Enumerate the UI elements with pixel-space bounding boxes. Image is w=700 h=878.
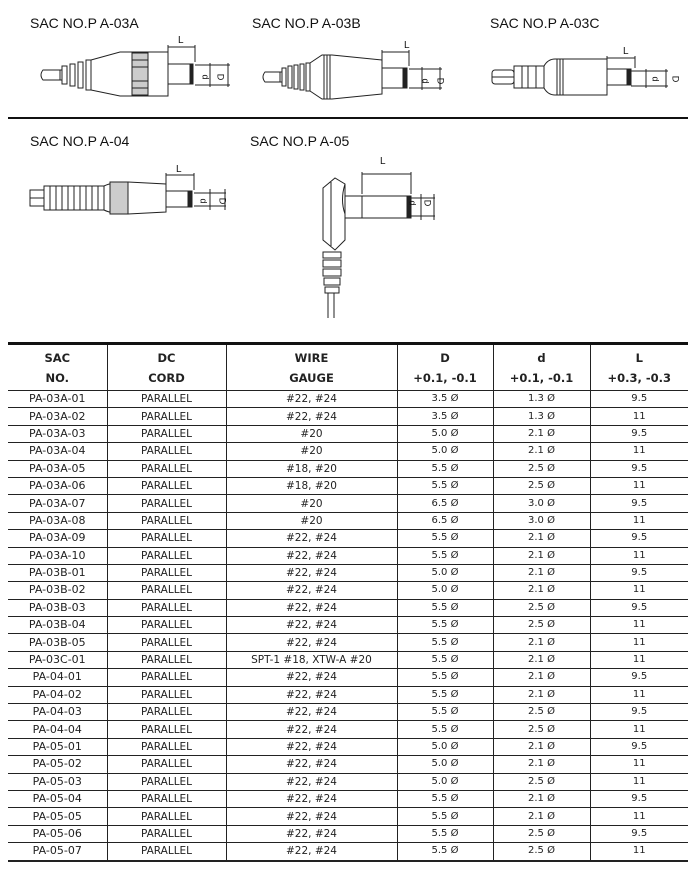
sac-no-cell: PA-04-04 — [8, 721, 107, 738]
length-cell: 11 — [590, 443, 688, 460]
column-header-line2: GAUGE — [289, 370, 334, 385]
length-cell: 9.5 — [590, 460, 688, 477]
d-outer-cell: 5.5 Ø — [397, 599, 493, 616]
table-row — [8, 756, 688, 773]
d-inner-cell: 2.5 Ø — [493, 460, 590, 477]
sac-no-cell: PA-03A-01 — [8, 391, 107, 408]
wire-gauge-cell: #22, #24 — [226, 756, 397, 773]
length-cell: 9.5 — [590, 669, 688, 686]
column-header-d-inner — [493, 344, 590, 391]
d-inner-cell: 2.5 Ø — [493, 825, 590, 842]
plug-diagram-pa-03b — [262, 40, 452, 105]
column-header-dc-cord — [107, 344, 226, 391]
wire-gauge-cell: #22, #24 — [226, 773, 397, 790]
wire-gauge-cell: #22, #24 — [226, 790, 397, 807]
column-header-line1: D — [440, 350, 450, 365]
dc-cord-cell: PARALLEL — [107, 825, 226, 842]
wire-gauge-cell: #22, #24 — [226, 825, 397, 842]
sac-no-cell: PA-05-03 — [8, 773, 107, 790]
column-header-line1: SAC — [44, 350, 71, 365]
wire-gauge-cell: #20 — [226, 443, 397, 460]
d-inner-cell: 2.1 Ø — [493, 756, 590, 773]
d-outer-cell: 3.5 Ø — [397, 408, 493, 425]
sac-no-cell: PA-03A-02 — [8, 408, 107, 425]
length-cell: 11 — [590, 686, 688, 703]
sac-no-cell: PA-05-06 — [8, 825, 107, 842]
dc-cord-cell: PARALLEL — [107, 756, 226, 773]
length-cell: 9.5 — [590, 738, 688, 755]
wire-gauge-cell: #20 — [226, 495, 397, 512]
dc-cord-cell: PARALLEL — [107, 790, 226, 807]
dc-cord-cell: PARALLEL — [107, 391, 226, 408]
length-cell: 11 — [590, 617, 688, 634]
length-cell: 11 — [590, 721, 688, 738]
d-outer-cell: 5.5 Ø — [397, 843, 493, 861]
wire-gauge-cell: #22, #24 — [226, 634, 397, 651]
column-header-line2: +0.3, -0.3 — [607, 370, 672, 385]
wire-gauge-cell: #22, #24 — [226, 669, 397, 686]
table-row — [8, 460, 688, 477]
d-inner-cell: 2.5 Ø — [493, 477, 590, 494]
wire-gauge-cell: #20 — [226, 425, 397, 442]
d-outer-cell: 5.5 Ø — [397, 651, 493, 668]
table-row — [8, 530, 688, 547]
table-row — [8, 634, 688, 651]
length-cell: 11 — [590, 477, 688, 494]
wire-gauge-cell: #22, #24 — [226, 582, 397, 599]
d-inner-cell: 1.3 Ø — [493, 408, 590, 425]
length-cell: 11 — [590, 582, 688, 599]
length-cell: 9.5 — [590, 599, 688, 616]
wire-gauge-cell: #22, #24 — [226, 547, 397, 564]
dc-cord-cell: PARALLEL — [107, 477, 226, 494]
d-outer-cell: 5.5 Ø — [397, 704, 493, 721]
table-row — [8, 825, 688, 842]
dim-label-L: L — [380, 156, 386, 167]
table-row — [8, 495, 688, 512]
length-cell: 11 — [590, 843, 688, 861]
diagram-title-pa-03a: SAC NO.P A-03A — [30, 15, 139, 31]
table-row — [8, 704, 688, 721]
d-inner-cell: 2.5 Ø — [493, 704, 590, 721]
d-inner-cell: 2.1 Ø — [493, 547, 590, 564]
wire-gauge-cell: #22, #24 — [226, 617, 397, 634]
column-header-wire-gauge — [226, 344, 397, 391]
d-inner-cell: 2.1 Ø — [493, 738, 590, 755]
d-outer-cell: 5.0 Ø — [397, 425, 493, 442]
d-outer-cell: 5.5 Ø — [397, 477, 493, 494]
wire-gauge-cell: #22, #24 — [226, 391, 397, 408]
d-inner-cell: 2.1 Ø — [493, 530, 590, 547]
table-row — [8, 721, 688, 738]
table-row — [8, 582, 688, 599]
d-outer-cell: 5.0 Ø — [397, 443, 493, 460]
sac-no-cell: PA-05-02 — [8, 756, 107, 773]
table-row — [8, 512, 688, 529]
sac-no-cell: PA-03B-04 — [8, 617, 107, 634]
d-inner-cell: 2.5 Ø — [493, 843, 590, 861]
dc-cord-cell: PARALLEL — [107, 460, 226, 477]
dc-cord-cell: PARALLEL — [107, 512, 226, 529]
d-inner-cell: 2.1 Ø — [493, 425, 590, 442]
spec-table — [8, 342, 688, 862]
sac-no-cell: PA-04-01 — [8, 669, 107, 686]
dc-cord-cell: PARALLEL — [107, 564, 226, 581]
column-header-sac-no — [8, 344, 107, 391]
dc-cord-cell: PARALLEL — [107, 530, 226, 547]
dc-cord-cell: PARALLEL — [107, 495, 226, 512]
sac-no-cell: PA-03C-01 — [8, 651, 107, 668]
d-outer-cell: 5.5 Ø — [397, 460, 493, 477]
dim-label-L: L — [176, 164, 182, 175]
sac-no-cell: PA-03A-07 — [8, 495, 107, 512]
d-inner-cell: 2.5 Ø — [493, 721, 590, 738]
table-row — [8, 443, 688, 460]
dc-cord-cell: PARALLEL — [107, 808, 226, 825]
dim-label-d: d — [650, 76, 661, 82]
length-cell: 11 — [590, 756, 688, 773]
wire-gauge-cell: #22, #24 — [226, 564, 397, 581]
sac-no-cell: PA-03B-02 — [8, 582, 107, 599]
dc-cord-cell: PARALLEL — [107, 408, 226, 425]
d-inner-cell: 2.1 Ø — [493, 582, 590, 599]
d-outer-cell: 3.5 Ø — [397, 391, 493, 408]
column-header-line1: d — [537, 350, 546, 365]
d-outer-cell: 5.5 Ø — [397, 634, 493, 651]
dc-cord-cell: PARALLEL — [107, 721, 226, 738]
column-header-line1: WIRE — [294, 350, 329, 365]
dim-label-D: D — [217, 197, 228, 205]
d-inner-cell: 2.1 Ø — [493, 808, 590, 825]
table-row — [8, 547, 688, 564]
wire-gauge-cell: #22, #24 — [226, 738, 397, 755]
d-outer-cell: 5.0 Ø — [397, 756, 493, 773]
sac-no-cell: PA-03A-05 — [8, 460, 107, 477]
length-cell: 11 — [590, 773, 688, 790]
dim-label-D: D — [422, 199, 433, 207]
length-cell: 9.5 — [590, 704, 688, 721]
dim-label-D: D — [215, 73, 226, 81]
d-inner-cell: 2.1 Ø — [493, 790, 590, 807]
d-inner-cell: 2.1 Ø — [493, 651, 590, 668]
d-outer-cell: 5.5 Ø — [397, 721, 493, 738]
wire-gauge-cell: #22, #24 — [226, 599, 397, 616]
d-outer-cell: 5.5 Ø — [397, 617, 493, 634]
column-header-length — [590, 344, 688, 391]
dc-cord-cell: PARALLEL — [107, 634, 226, 651]
column-header-line1: DC — [157, 350, 176, 365]
length-cell: 11 — [590, 808, 688, 825]
dc-cord-cell: PARALLEL — [107, 617, 226, 634]
dc-cord-cell: PARALLEL — [107, 547, 226, 564]
wire-gauge-cell: #22, #24 — [226, 704, 397, 721]
d-outer-cell: 5.0 Ø — [397, 564, 493, 581]
column-header-line1: L — [635, 350, 643, 365]
d-inner-cell: 2.1 Ø — [493, 634, 590, 651]
d-inner-cell: 2.1 Ø — [493, 564, 590, 581]
d-outer-cell: 5.5 Ø — [397, 790, 493, 807]
sac-no-cell: PA-05-01 — [8, 738, 107, 755]
d-outer-cell: 5.5 Ø — [397, 669, 493, 686]
length-cell: 11 — [590, 547, 688, 564]
sac-no-cell: PA-05-04 — [8, 790, 107, 807]
dim-label-d: d — [420, 78, 431, 84]
table-header-row — [8, 344, 688, 391]
wire-gauge-cell: SPT-1 #18, XTW-A #20 — [226, 651, 397, 668]
sac-no-cell: PA-04-03 — [8, 704, 107, 721]
length-cell: 11 — [590, 512, 688, 529]
column-header-line2: +0.1, -0.1 — [413, 370, 477, 385]
dim-label-D: D — [670, 75, 681, 83]
d-inner-cell: 3.0 Ø — [493, 495, 590, 512]
length-cell: 9.5 — [590, 790, 688, 807]
diagram-title-pa-04: SAC NO.P A-04 — [30, 133, 130, 149]
sac-no-cell: PA-05-07 — [8, 843, 107, 861]
dc-cord-cell: PARALLEL — [107, 704, 226, 721]
dim-label-d: d — [198, 198, 209, 204]
length-cell: 11 — [590, 634, 688, 651]
table-row — [8, 425, 688, 442]
d-outer-cell: 5.5 Ø — [397, 808, 493, 825]
diagram-title-pa-03b: SAC NO.P A-03B — [252, 15, 361, 31]
dc-cord-cell: PARALLEL — [107, 773, 226, 790]
table-row — [8, 686, 688, 703]
length-cell: 11 — [590, 408, 688, 425]
table-row — [8, 773, 688, 790]
dim-label-d: d — [407, 200, 418, 206]
table-row — [8, 617, 688, 634]
length-cell: 9.5 — [590, 495, 688, 512]
table-row — [8, 738, 688, 755]
sac-no-cell: PA-05-05 — [8, 808, 107, 825]
dim-label-d: d — [200, 74, 211, 80]
sac-no-cell: PA-03A-10 — [8, 547, 107, 564]
column-header-line2: CORD — [148, 370, 185, 385]
column-header-d-outer — [397, 344, 493, 391]
length-cell: 9.5 — [590, 391, 688, 408]
sac-no-cell: PA-03A-09 — [8, 530, 107, 547]
wire-gauge-cell: #18, #20 — [226, 460, 397, 477]
dim-label-L: L — [623, 46, 629, 57]
dc-cord-cell: PARALLEL — [107, 843, 226, 861]
table-row — [8, 843, 688, 861]
d-inner-cell: 2.1 Ø — [493, 686, 590, 703]
d-inner-cell: 2.1 Ø — [493, 443, 590, 460]
sac-no-cell: PA-04-02 — [8, 686, 107, 703]
d-outer-cell: 5.5 Ø — [397, 686, 493, 703]
d-inner-cell: 2.5 Ø — [493, 599, 590, 616]
dc-cord-cell: PARALLEL — [107, 599, 226, 616]
sac-no-cell: PA-03B-05 — [8, 634, 107, 651]
table-row — [8, 391, 688, 408]
sac-no-cell: PA-03B-03 — [8, 599, 107, 616]
column-header-line2: +0.1, -0.1 — [509, 370, 574, 385]
wire-gauge-cell: #22, #24 — [226, 808, 397, 825]
sac-no-cell: PA-03A-06 — [8, 477, 107, 494]
table-row — [8, 669, 688, 686]
d-outer-cell: 5.5 Ø — [397, 825, 493, 842]
dc-cord-cell: PARALLEL — [107, 686, 226, 703]
d-inner-cell: 2.1 Ø — [493, 669, 590, 686]
plug-diagram-pa-05 — [315, 160, 440, 320]
length-cell: 9.5 — [590, 825, 688, 842]
wire-gauge-cell: #22, #24 — [226, 686, 397, 703]
table-row — [8, 599, 688, 616]
sac-no-cell: PA-03A-04 — [8, 443, 107, 460]
sac-no-cell: PA-03A-03 — [8, 425, 107, 442]
d-outer-cell: 5.0 Ø — [397, 738, 493, 755]
wire-gauge-cell: #20 — [226, 512, 397, 529]
wire-gauge-cell: #22, #24 — [226, 843, 397, 861]
dc-cord-cell: PARALLEL — [107, 582, 226, 599]
length-cell: 9.5 — [590, 425, 688, 442]
dim-label-L: L — [178, 35, 184, 46]
d-outer-cell: 5.5 Ø — [397, 547, 493, 564]
d-outer-cell: 5.0 Ø — [397, 582, 493, 599]
dc-cord-cell: PARALLEL — [107, 651, 226, 668]
diagram-title-pa-05: SAC NO.P A-05 — [250, 133, 350, 149]
dc-cord-cell: PARALLEL — [107, 738, 226, 755]
d-outer-cell: 6.5 Ø — [397, 512, 493, 529]
d-inner-cell: 2.5 Ø — [493, 773, 590, 790]
dc-cord-cell: PARALLEL — [107, 669, 226, 686]
length-cell: 9.5 — [590, 564, 688, 581]
sac-no-cell: PA-03A-08 — [8, 512, 107, 529]
dim-label-L: L — [404, 40, 410, 51]
table-row — [8, 477, 688, 494]
table-row — [8, 564, 688, 581]
table-row — [8, 408, 688, 425]
dc-cord-cell: PARALLEL — [107, 443, 226, 460]
length-cell: 11 — [590, 651, 688, 668]
length-cell: 9.5 — [590, 530, 688, 547]
d-inner-cell: 1.3 Ø — [493, 391, 590, 408]
section-divider — [8, 117, 688, 119]
dc-cord-cell: PARALLEL — [107, 425, 226, 442]
table-row — [8, 808, 688, 825]
table-row — [8, 790, 688, 807]
wire-gauge-cell: #22, #24 — [226, 721, 397, 738]
column-header-line2: NO. — [45, 370, 70, 385]
d-inner-cell: 2.5 Ø — [493, 617, 590, 634]
d-outer-cell: 5.5 Ø — [397, 530, 493, 547]
d-outer-cell: 6.5 Ø — [397, 495, 493, 512]
d-inner-cell: 3.0 Ø — [493, 512, 590, 529]
d-outer-cell: 5.0 Ø — [397, 773, 493, 790]
plug-diagram-pa-03a — [40, 40, 240, 105]
table-row — [8, 651, 688, 668]
table-body — [8, 391, 688, 861]
wire-gauge-cell: #22, #24 — [226, 530, 397, 547]
wire-gauge-cell: #18, #20 — [226, 477, 397, 494]
diagram-title-pa-03c: SAC NO.P A-03C — [490, 15, 600, 31]
wire-gauge-cell: #22, #24 — [226, 408, 397, 425]
dim-label-D: D — [435, 77, 446, 85]
sac-no-cell: PA-03B-01 — [8, 564, 107, 581]
